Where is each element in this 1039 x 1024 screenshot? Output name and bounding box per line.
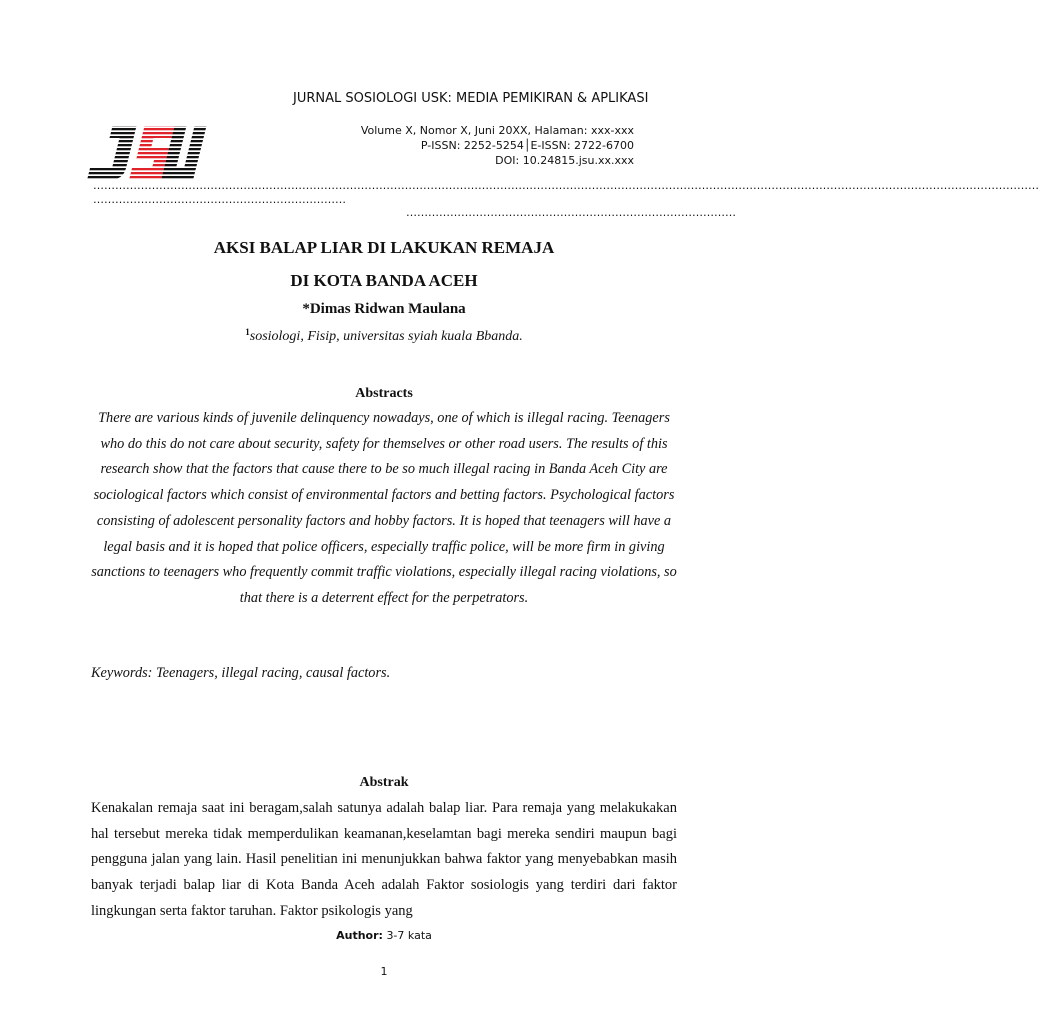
dotted-separator: ……………………………………………………………………………… [406,206,736,219]
author-note-label: Author: [336,929,383,942]
page-number: 1 [380,965,388,978]
journal-title: JURNAL SOSIOLOGI USK: MEDIA PEMIKIRAN & APLIKASI [293,91,649,106]
issn-info: P-ISSN: 2252-5254│E-ISSN: 2722-6700 [420,139,634,152]
article-title-line-2: DI KOTA BANDA ACEH [290,271,478,290]
author-name: *Dimas Ridwan Maulana [302,301,466,317]
abstract-id-body: Kenakalan remaja saat ini beragam,salah satunya adalah balap liar. Para remaja yang melakukakan hal tersebut mereka tidak memperdulikan keamanan,keselamtan bagi mereka sendiri maupun bagi pengguna jalan yang lain. Hasil penelitian ini menunjukkan bahwa faktor yang menyebabkan masih banyak terjadi balap liar di Kota Banda Aceh adalah Faktor sosiologis yang terdiri dari faktor lingkungan serta faktor taruhan. Faktor psikologis yang [91,800,677,919]
abstract-en-body: There are various kinds of juvenile delinquency nowadays, one of which is illegal racing. Teenagers who do this do not care about security, safety for themselves or other road users. The results of this research show that the factors that cause there to be so much illegal racing in Banda Aceh City are sociological factors which consist of environmental factors and betting factors. Psychological factors consisting of adolescent personality factors and hobby factors. It is hoped that teenagers will have a legal basis and it is hoped that police officers, especially traffic police, will be more firm in giving sanctions to teenagers who frequently commit traffic violations, especially illegal racing violations, so that there is a deterrent effect for the perpetrators. [91,410,677,606]
dotted-separator: …………………………………………………………… [93,193,346,206]
abstract-en-heading: Abstracts [355,386,413,401]
jsu-logo [93,124,203,186]
volume-info: Volume X, Nomor X, Juni 20XX, Halaman: xxx-xxx [360,124,634,137]
author-note [0,929,768,942]
author-note-hint: 3-7 kata [386,929,432,942]
keywords: Keywords: Teenagers, illegal racing, causal factors. [91,665,391,681]
author-affiliation [80,327,688,345]
journal-meta [320,123,634,168]
abstract-id-heading: Abstrak [359,775,409,790]
affiliation-text: sosiologi, Fisip, universitas syiah kuala Bbanda. [249,329,523,344]
article-title-line-1: AKSI BALAP LIAR DI LAKUKAN REMAJA [213,238,555,257]
affiliation-superscript: 1 [245,327,250,337]
doi-info: DOI: 10.24815.jsu.xx.xxx [495,154,634,167]
dotted-separator: …………………………………………………………………………………………………………………………………………………………………………………………………………………………………… [93,179,1039,192]
